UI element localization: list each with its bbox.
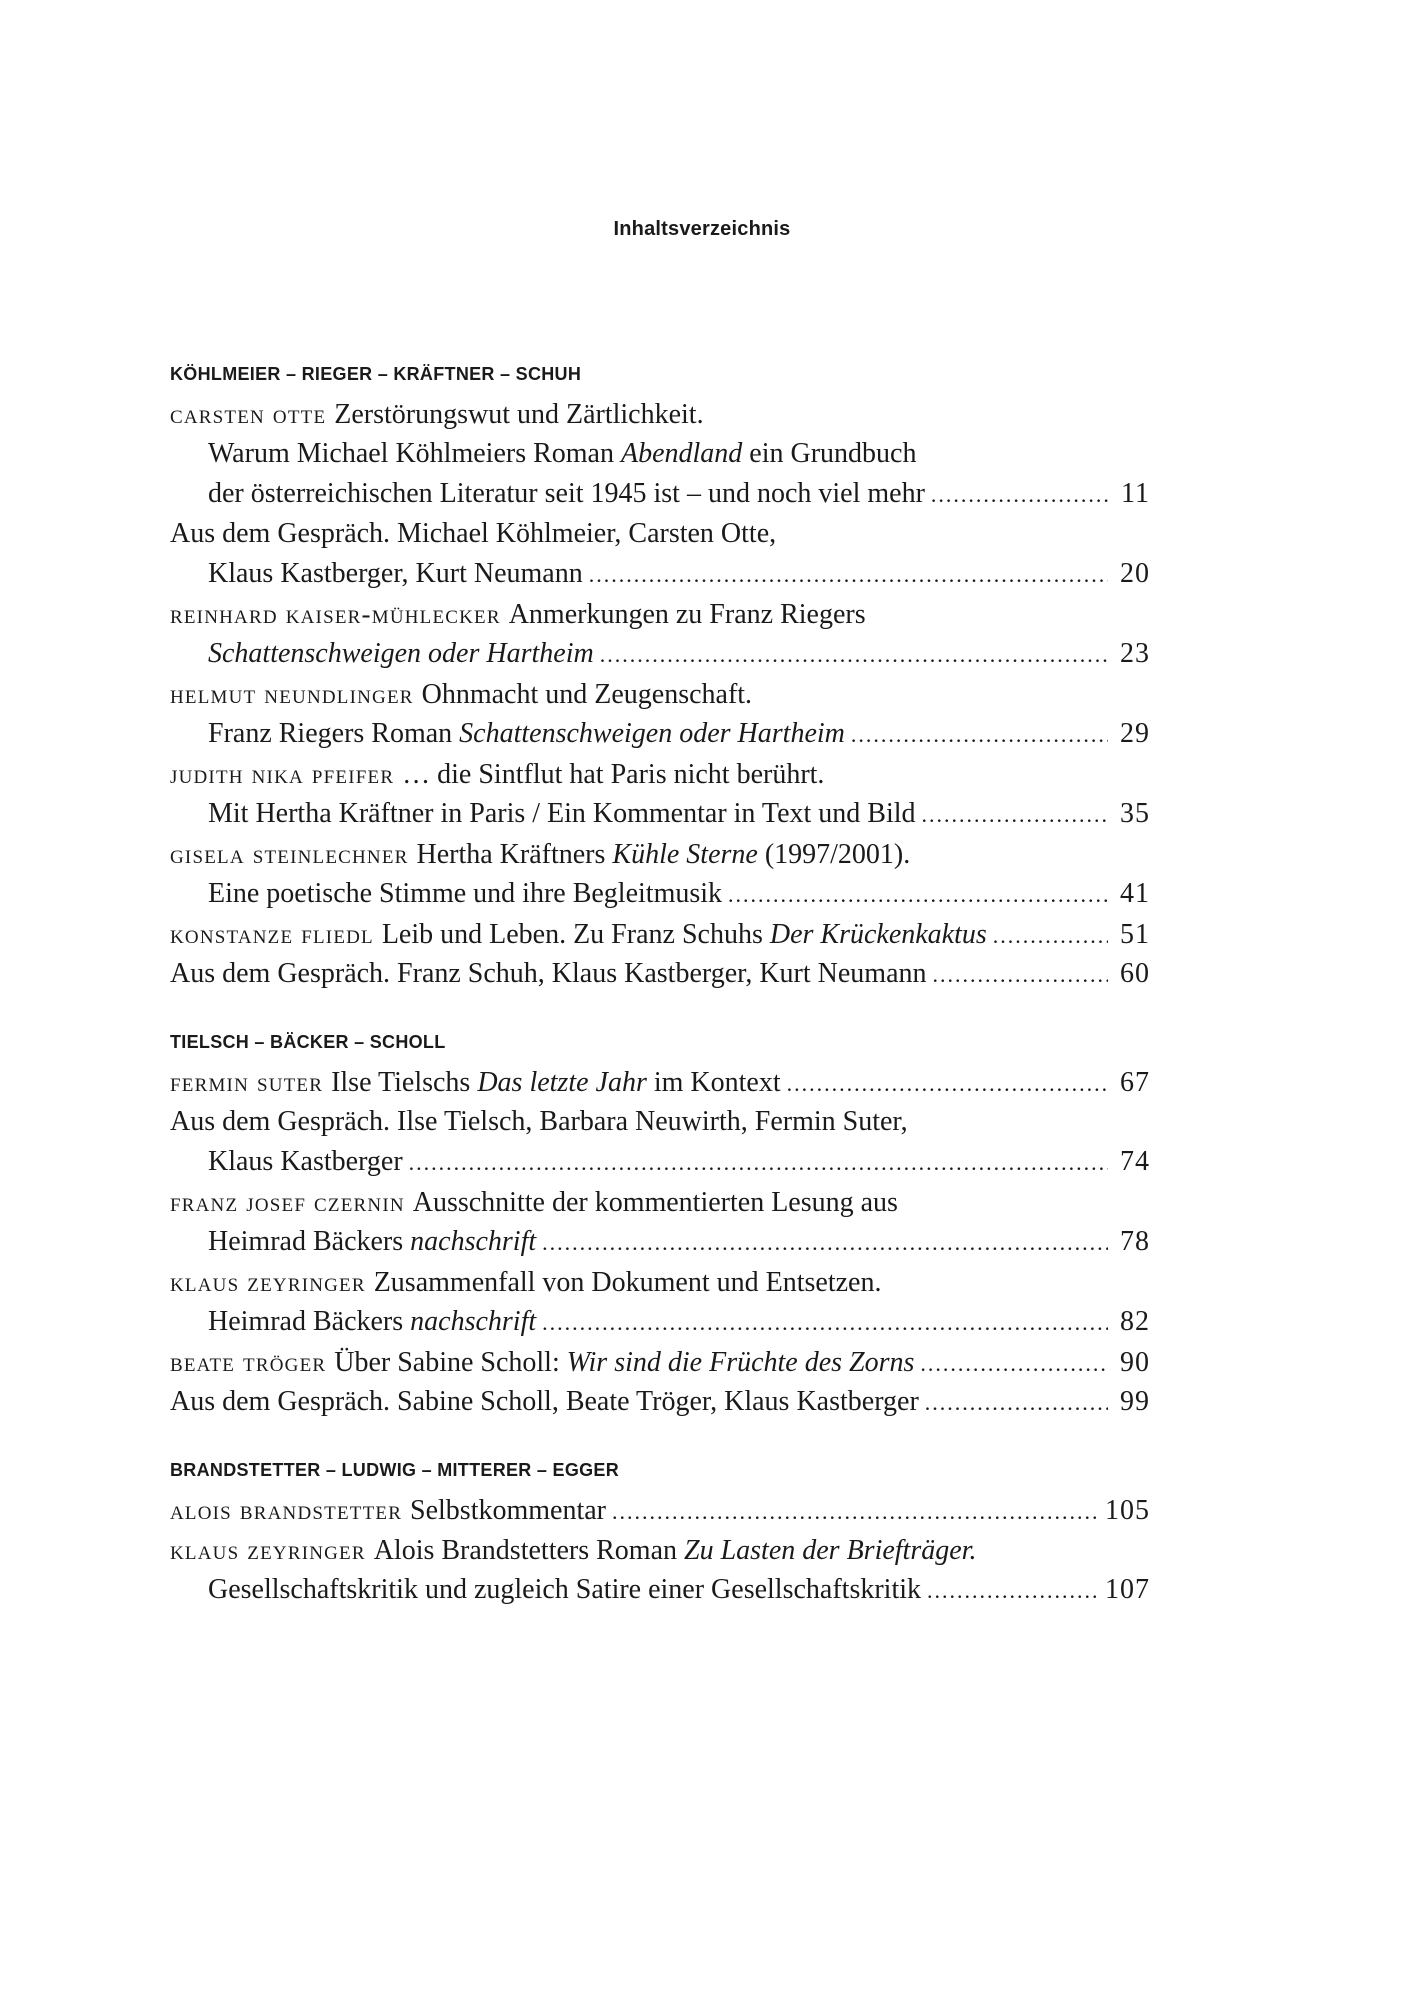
text-segment: (1997/2001). [757, 839, 911, 870]
entry-text [208, 1142, 403, 1182]
text-segment: Heimrad Bäckers [208, 1226, 411, 1257]
text-segment: … die Sintflut hat Paris nicht berührt. [402, 759, 825, 790]
leader-dots [927, 1571, 1097, 1611]
italic-title: Schattenschweigen oder Hartheim [208, 638, 594, 669]
entry-text [208, 474, 925, 514]
leader-dots [409, 1143, 1108, 1183]
entry-text [170, 399, 704, 430]
entry-text [170, 679, 752, 710]
leader-dots [922, 795, 1108, 835]
entry-text [170, 1535, 976, 1566]
toc-entry-line [170, 914, 1150, 954]
entry-text [208, 554, 583, 594]
text-segment: Aus dem Gespräch. Ilse Tielsch, Barbara Neuwirth, Fermin Suter, [170, 1106, 908, 1137]
entry-author: alois brandstetter [170, 1495, 403, 1525]
text-segment: Klaus Kastberger, Kurt Neumann [208, 558, 583, 589]
text-segment: Heimrad Bäckers [208, 1306, 411, 1337]
page-number: 23 [1120, 638, 1150, 669]
toc-entry-line [170, 1302, 1150, 1342]
text-segment: Alois Brandstetters Roman [373, 1535, 684, 1566]
leader-dots [542, 1303, 1108, 1343]
entry-text [170, 954, 927, 994]
entry-author: judith nika pfeifer [170, 759, 395, 789]
toc-entry-line [170, 1142, 1150, 1182]
toc-entry[interactable] [170, 1262, 1150, 1342]
entry-author: carsten otte [170, 399, 327, 429]
page-number: 20 [1120, 558, 1150, 589]
text-segment: Aus dem Gespräch. Michael Köhlmeier, Carsten Otte, [170, 518, 777, 549]
text-segment: Zusammenfall von Dokument und Entsetzen. [373, 1267, 882, 1298]
section-heading: KÖHLMEIER – RIEGER – KRÄFTNER – SCHUH [170, 364, 582, 384]
page-number: 90 [1120, 1347, 1150, 1378]
entry-text [208, 874, 722, 914]
text-segment: Anmerkungen zu Franz Riegers [508, 599, 866, 630]
entry-text [170, 1490, 606, 1531]
entry-author: beate tröger [170, 1347, 327, 1377]
section-heading: BRANDSTETTER – LUDWIG – MITTERER – EGGER [170, 1460, 620, 1480]
italic-title: nachschrift [410, 1306, 537, 1337]
entry-text [208, 1302, 536, 1342]
text-segment: Ausschnitte der kommentierten Lesung aus [412, 1187, 898, 1218]
leader-dots [931, 475, 1108, 515]
entry-text [170, 518, 776, 549]
toc-entry-line [170, 594, 1150, 634]
italic-title: Abendland [620, 438, 743, 469]
toc-entry-line [170, 1062, 1150, 1102]
text-segment: Aus dem Gespräch. Sabine Scholl, Beate Tröger, Klaus Kastberger [170, 1386, 919, 1417]
toc-entry[interactable] [170, 1342, 1150, 1382]
text-segment: Eine poetische Stimme und ihre Begleitmusik [208, 878, 723, 909]
toc-entry-line [170, 714, 1150, 754]
toc-section [170, 1028, 1150, 1422]
page-title: Inhaltsverzeichnis [613, 218, 791, 240]
page-number: 107 [1105, 1574, 1150, 1605]
leader-dots [728, 875, 1108, 915]
italic-title: nachschrift [410, 1226, 537, 1257]
section-heading: TIELSCH – BÄCKER – SCHOLL [170, 1032, 446, 1052]
toc-entry-line [170, 1570, 1150, 1610]
leader-dots [612, 1492, 1097, 1532]
toc-entry-line [170, 394, 1150, 434]
toc-entry-line [170, 874, 1150, 914]
toc-entry-line [170, 634, 1150, 674]
toc-entry-line [170, 1222, 1150, 1262]
entry-text [170, 759, 824, 790]
leader-dots [542, 1223, 1108, 1263]
entry-text [208, 1222, 536, 1262]
text-segment: im Kontext [646, 1067, 781, 1098]
toc-entry-line [170, 954, 1150, 994]
italic-title: Zu Lasten der Briefträger. [684, 1535, 977, 1566]
toc-entry[interactable] [170, 754, 1150, 834]
leader-dots [993, 916, 1108, 956]
text-segment: Ilse Tielschs [331, 1067, 478, 1098]
toc-entry-line [170, 1490, 1150, 1530]
italic-title: Der Krückenkaktus [769, 919, 987, 950]
toc-entry-line [170, 474, 1150, 514]
entry-text [170, 1106, 908, 1137]
toc-entry-line [170, 1262, 1150, 1302]
entry-text [170, 1062, 781, 1103]
toc-entry[interactable] [170, 514, 1150, 594]
toc-entry[interactable] [170, 1182, 1150, 1262]
leader-dots [787, 1064, 1108, 1104]
text-segment: Zerstörungswut und Zärtlichkeit. [334, 399, 704, 430]
leader-dots [851, 715, 1108, 755]
page-number: 11 [1121, 478, 1150, 509]
toc-entry[interactable] [170, 834, 1150, 914]
entry-text [170, 839, 910, 870]
toc-entry-line [170, 794, 1150, 834]
italic-title: Das letzte Jahr [477, 1067, 647, 1098]
entry-text [208, 634, 594, 674]
entry-author: franz josef czernin [170, 1187, 405, 1217]
entry-author: helmut neundlinger [170, 679, 414, 709]
page-number: 78 [1120, 1226, 1150, 1257]
text-segment: Mit Hertha Kräftner in Paris / Ein Kommentar in Text und Bild [208, 798, 916, 829]
toc-entry-line [170, 674, 1150, 714]
toc-entry[interactable] [170, 1062, 1150, 1102]
toc-entry-line [170, 514, 1150, 554]
toc-entry-line [170, 754, 1150, 794]
page-number: 99 [1120, 1386, 1150, 1417]
toc-entry[interactable] [170, 954, 1150, 994]
entry-author: gisela steinlechner [170, 839, 409, 869]
text-segment: Leib und Leben. Zu Franz Schuhs [381, 919, 770, 950]
page-number: 82 [1120, 1306, 1150, 1337]
italic-title: Wir sind die Früchte des Zorns [566, 1347, 915, 1378]
leader-dots [933, 955, 1108, 995]
page-number: 29 [1120, 718, 1150, 749]
toc-entry-line [170, 1382, 1150, 1422]
entry-text [170, 1342, 914, 1383]
text-segment: Franz Riegers Roman [208, 718, 460, 749]
text-segment: Hertha Kräftners [416, 839, 613, 870]
toc-entry-line [170, 554, 1150, 594]
toc-entry[interactable] [170, 674, 1150, 754]
entry-text [208, 438, 916, 469]
page-number: 60 [1120, 958, 1150, 989]
leader-dots [589, 555, 1108, 595]
leader-dots [925, 1383, 1108, 1423]
entry-text [170, 914, 987, 955]
entry-text [170, 1187, 898, 1218]
toc-entry[interactable] [170, 1382, 1150, 1422]
toc-entry[interactable] [170, 1102, 1150, 1182]
toc-section [170, 1456, 1150, 1610]
text-segment: Selbstkommentar [410, 1495, 607, 1526]
toc-entry-line [170, 1182, 1150, 1222]
entry-text [170, 1382, 919, 1422]
page-number: 67 [1120, 1067, 1150, 1098]
entry-author: klaus zeyringer [170, 1267, 366, 1297]
toc-entry-line [170, 1530, 1150, 1570]
leader-dots [920, 1344, 1108, 1384]
toc-entry-line [170, 1102, 1150, 1142]
toc-entry[interactable] [170, 594, 1150, 674]
toc-entry-line [170, 1342, 1150, 1382]
text-segment: Ohnmacht und Zeugenschaft. [421, 679, 753, 710]
page-number: 105 [1105, 1495, 1150, 1526]
entry-author: reinhard kaiser-mühlecker [170, 599, 501, 629]
text-segment: Über Sabine Scholl: [334, 1347, 567, 1378]
entry-author: klaus zeyringer [170, 1535, 366, 1565]
toc-entry-line [170, 834, 1150, 874]
text-segment: der österreichischen Literatur seit 1945 ist – und noch viel mehr [208, 478, 925, 509]
text-segment: Warum Michael Köhlmeiers Roman [208, 438, 621, 469]
toc-entry[interactable] [170, 394, 1150, 514]
toc-entry-line [170, 434, 1150, 474]
italic-title: Kühle Sterne [612, 839, 758, 870]
leader-dots [600, 635, 1108, 675]
text-segment: Klaus Kastberger [208, 1146, 403, 1177]
entry-author: konstanze fliedl [170, 919, 374, 949]
entry-text [170, 599, 866, 630]
page-number: 51 [1120, 919, 1150, 950]
toc-entry[interactable] [170, 1490, 1150, 1530]
table-of-contents [170, 360, 1150, 1644]
toc-entry[interactable] [170, 1530, 1150, 1610]
text-segment: ein Grundbuch [742, 438, 917, 469]
entry-text [208, 794, 916, 834]
toc-entry[interactable] [170, 914, 1150, 954]
text-segment: Aus dem Gespräch. Franz Schuh, Klaus Kastberger, Kurt Neumann [170, 958, 927, 989]
italic-title: Schattenschweigen oder Hartheim [459, 718, 845, 749]
toc-section [170, 360, 1150, 994]
entry-text [170, 1267, 881, 1298]
entry-text [208, 714, 845, 754]
page-number: 41 [1120, 878, 1150, 909]
page-number: 35 [1120, 798, 1150, 829]
entry-text [208, 1570, 921, 1610]
entry-author: fermin suter [170, 1067, 324, 1097]
page-number: 74 [1120, 1146, 1150, 1177]
text-segment: Gesellschaftskritik und zugleich Satire einer Gesellschaftskritik [208, 1574, 922, 1605]
